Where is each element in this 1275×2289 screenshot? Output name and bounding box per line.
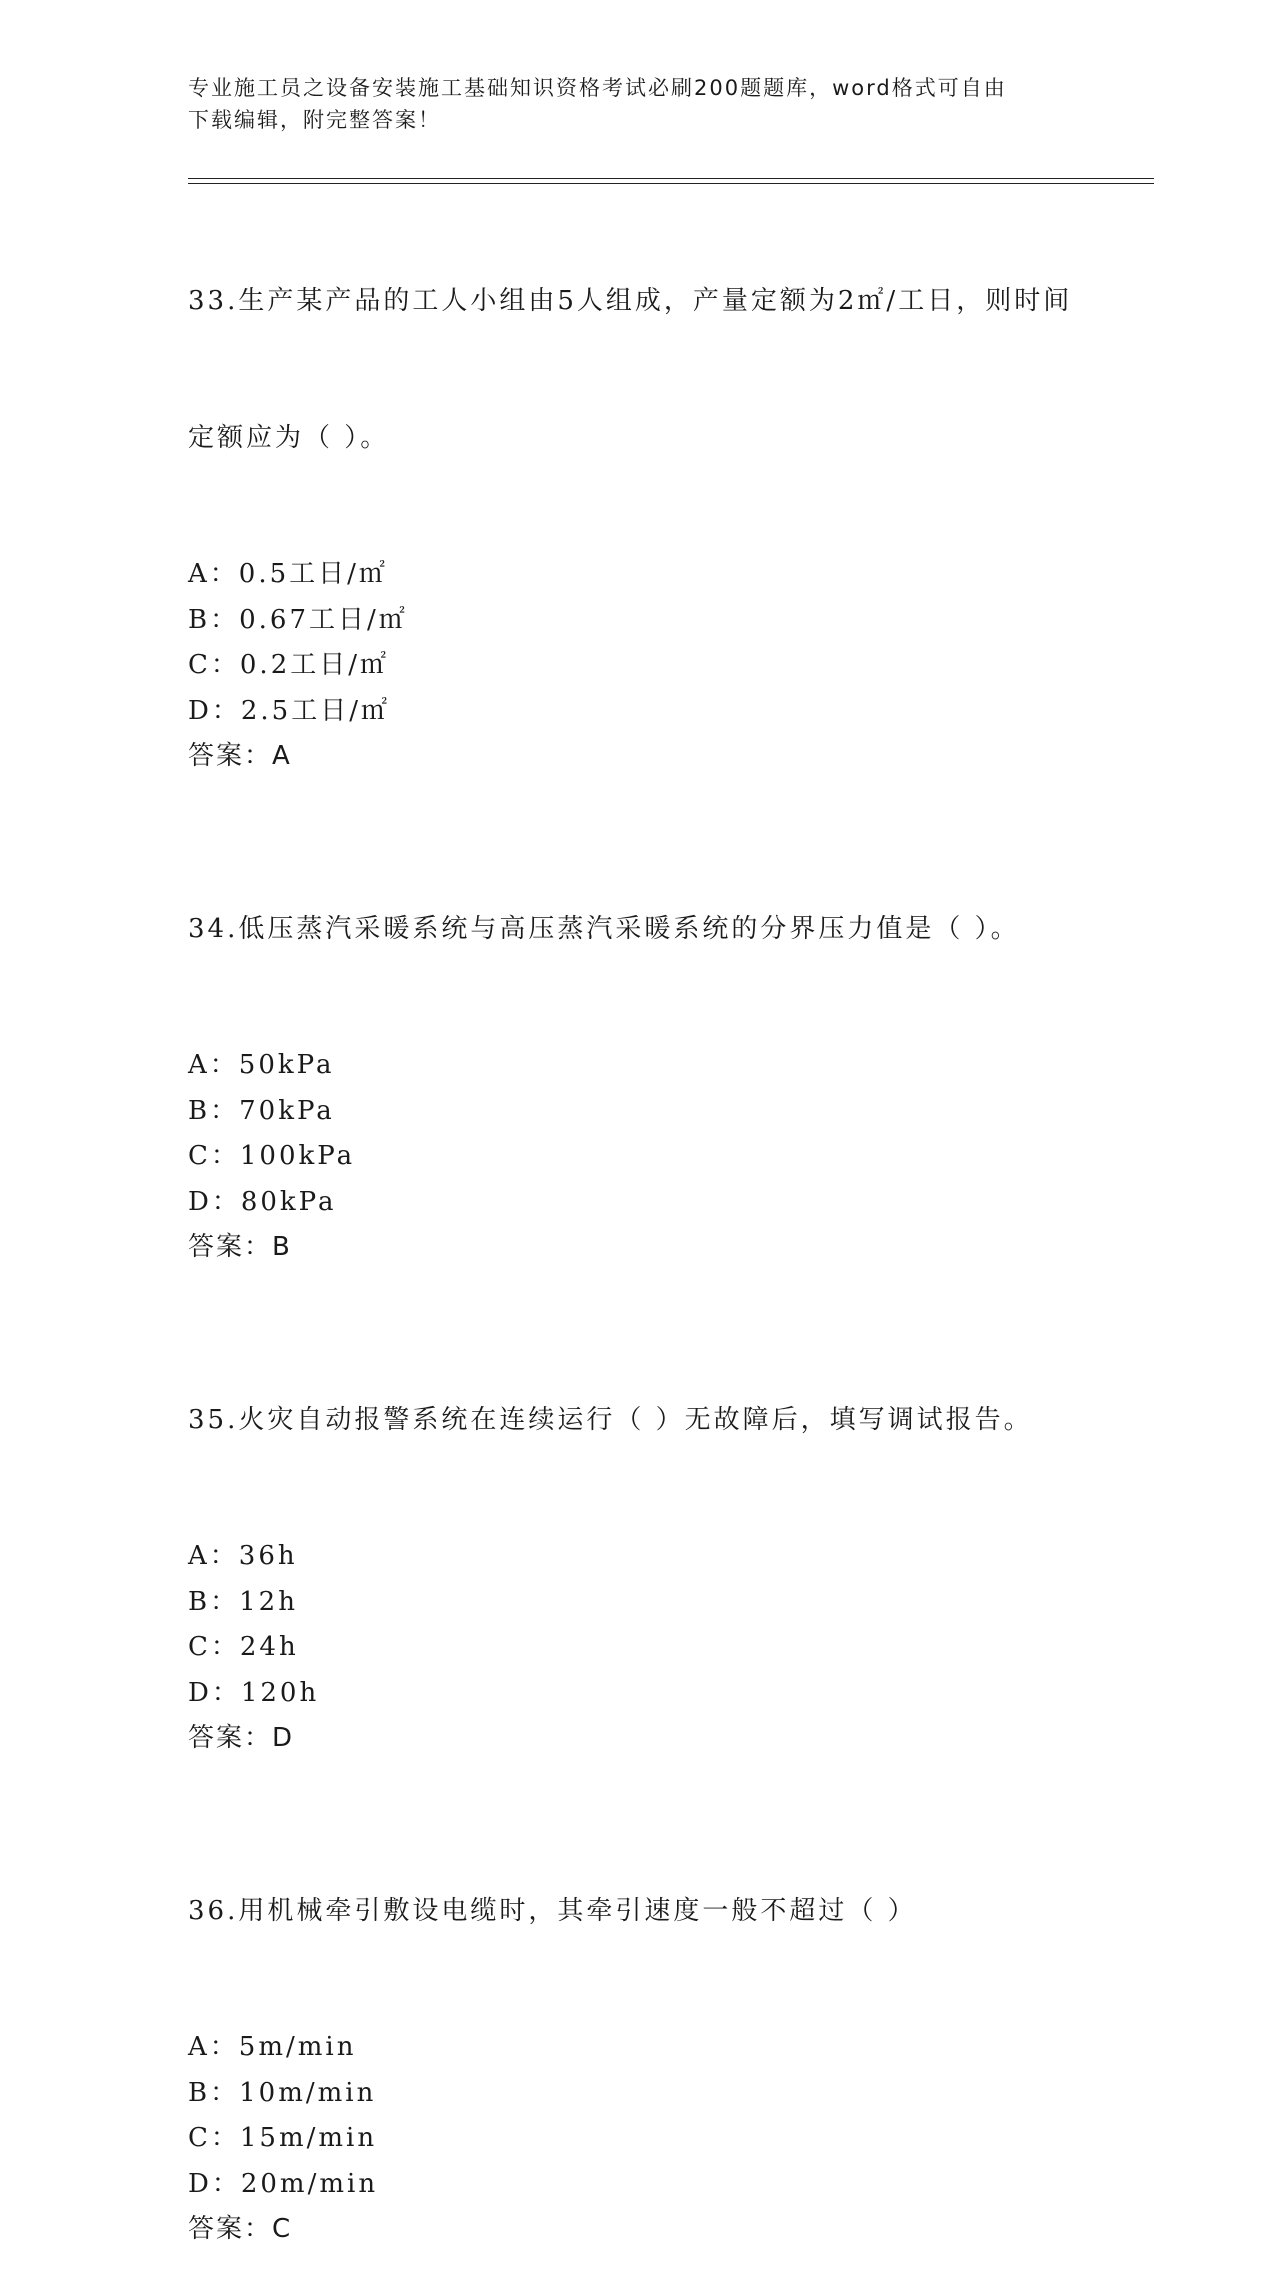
header-rule-top xyxy=(188,178,1154,179)
question-33 xyxy=(188,188,1128,780)
question-text-line: 定额应为（ ）。 xyxy=(188,422,390,453)
header-line-1: 专业施工员之设备安装施工基础知识资格考试必刷200题题库，word格式可自由 xyxy=(188,76,1007,100)
option-a: A：50kPa xyxy=(188,1050,335,1080)
option-d: D：120h xyxy=(188,1677,320,1708)
option-a: A：0.5工日/㎡ xyxy=(188,559,388,589)
question-35 xyxy=(188,1307,1128,1762)
option-d: D：20m/min xyxy=(188,2168,379,2199)
question-text xyxy=(188,816,1128,1044)
option-a: A：36h xyxy=(188,1541,298,1571)
question-text-line: 34.低压蒸汽采暖系统与高压蒸汽采暖系统的分界压力值是（ ）。 xyxy=(188,913,1020,944)
question-text xyxy=(188,188,1128,552)
header-rule-bottom xyxy=(188,183,1154,184)
option-c: C：15m/min xyxy=(188,2123,378,2153)
option-d: D：80kPa xyxy=(188,1186,337,1217)
answer-label: 答案：D xyxy=(188,1723,295,1753)
option-c: C：0.2工日/㎡ xyxy=(188,650,390,680)
question-36 xyxy=(188,1798,1128,2253)
question-text-line: 33.生产某产品的工人小组由5人组成，产量定额为2㎡/工日，则时间 xyxy=(188,286,1073,316)
question-34 xyxy=(188,816,1128,1271)
answer-label: 答案：C xyxy=(188,2214,293,2244)
option-b: B：10m/min xyxy=(188,2077,377,2108)
question-text xyxy=(188,1307,1128,1535)
option-c: C：24h xyxy=(188,1632,299,1662)
question-text xyxy=(188,1798,1128,2026)
question-text-line: 36.用机械牵引敷设电缆时，其牵引速度一般不超过（ ） xyxy=(188,1895,917,1926)
answer-label: 答案：B xyxy=(188,1232,292,1262)
document-header xyxy=(188,72,1068,136)
option-b: B：12h xyxy=(188,1586,298,1617)
question-text-line: 35.火灾自动报警系统在连续运行（ ）无故障后，填写调试报告。 xyxy=(188,1404,1033,1435)
option-b: B：0.67工日/㎡ xyxy=(188,604,408,635)
option-b: B：70kPa xyxy=(188,1095,335,1126)
answer-label: 答案：A xyxy=(188,741,292,771)
header-line-2: 下载编辑，附完整答案！ xyxy=(188,108,441,132)
option-d: D：2.5工日/㎡ xyxy=(188,695,390,726)
option-a: A：5m/min xyxy=(188,2032,357,2062)
option-c: C：100kPa xyxy=(188,1141,356,1171)
question-list xyxy=(188,188,1128,2289)
